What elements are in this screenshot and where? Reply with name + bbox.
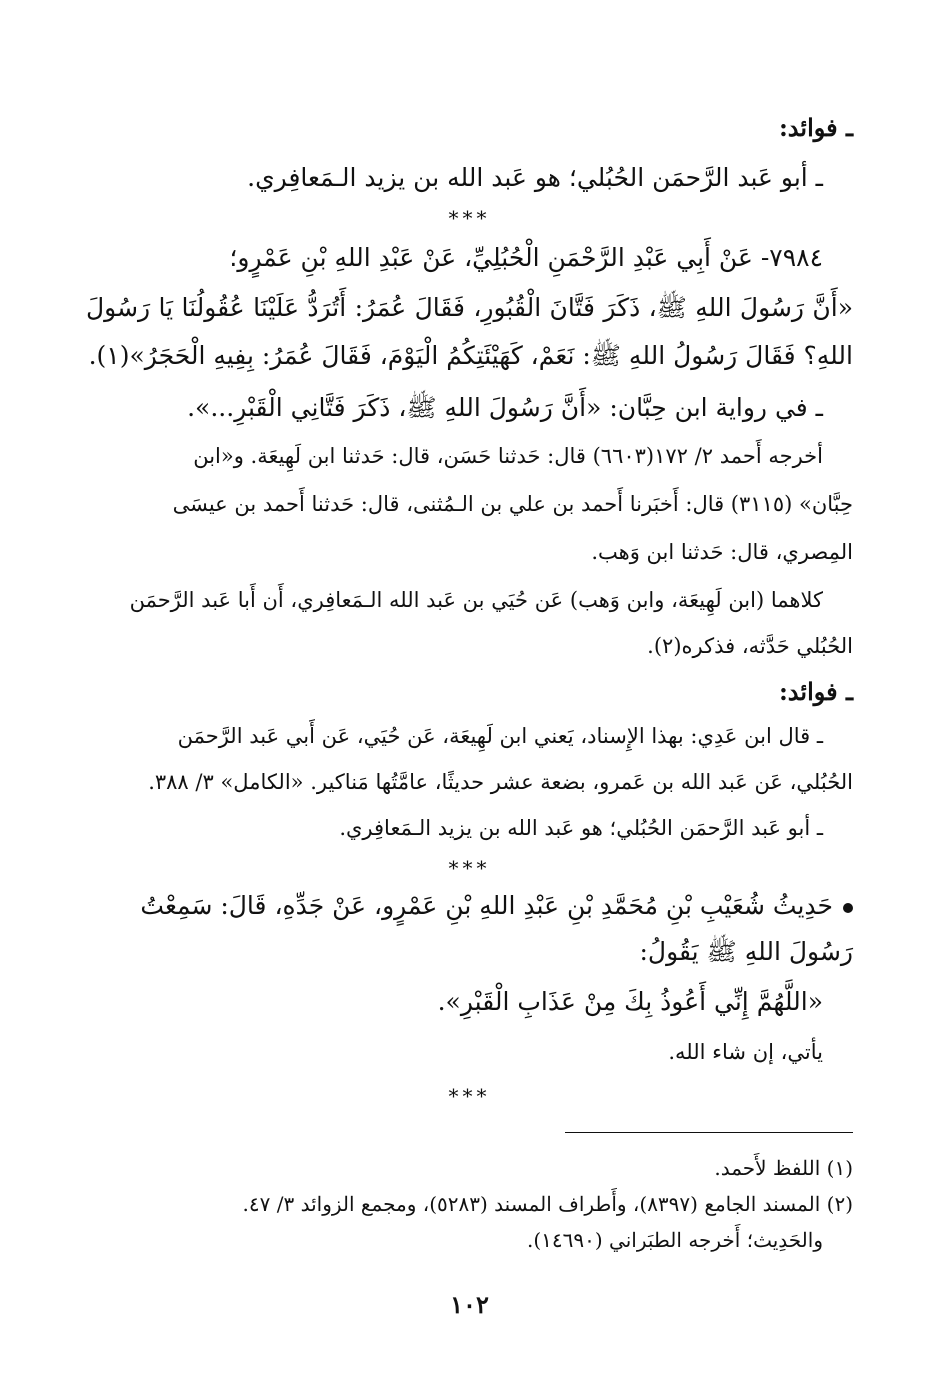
- section-separator: ***: [448, 1084, 491, 1108]
- benefits-heading-1: ـ فوائد:: [778, 113, 853, 142]
- footnote-1: (١) اللفظ لأَحمد.: [714, 1156, 853, 1180]
- hadith-number-line: ٧٩٨٤- عَنْ أَبِي عَبْدِ الرَّحْمَنِ الْحُبُلِيِّ، عَنْ عَبْدِ اللهِ بْنِ عَمْرٍو؛: [229, 243, 823, 272]
- takhrij-line: أخرجه أَحمد ٢/ ١٧٢(٦٦٠٣) قال: حَدثنا حَسَن، قال: حَدثنا ابن لَهِيعَة. و«ابن: [193, 444, 823, 468]
- footnote-2-continued: والحَدِيث؛ أَخرجه الطبَراني (١٤٦٩٠).: [526, 1228, 823, 1252]
- hadith-text-line: «أَنَّ رَسُولَ اللهِ ﷺ، ذَكَرَ فَتَّانَ الْقُبُورِ، فَقَالَ عُمَرُ: أَتُرَدُّ عَلَيْنَا عُقُولُنَا يَا رَسُولَ: [86, 293, 853, 322]
- benefits-heading-2: ـ فوائد:: [778, 677, 853, 706]
- section-separator: ***: [448, 856, 491, 880]
- footnote-rule: [565, 1132, 853, 1133]
- section-separator: ***: [448, 206, 491, 230]
- bullet-icon: [843, 903, 853, 913]
- main-text: [86, 0, 853, 1381]
- hadith-line: رَسُولَ اللهِ ﷺ يَقُولُ:: [639, 937, 853, 966]
- text-line: يأتي، إن شاء الله.: [668, 1040, 823, 1064]
- hadith-text-line: اللهِ؟ فَقَالَ رَسُولُ اللهِ ﷺ: نَعَمْ، كَهَيْئَتِكُمُ الْيَوْمَ، فَقَالَ عُمَرُ: بِفِيهِ الْحَجَرُ»(١).: [88, 341, 853, 370]
- takhrij-line: الحُبُلي حَدَّثه، فذكره(٢).: [647, 634, 853, 658]
- takhrij-line: المِصري، قال: حَدثنا ابن وَهب.: [591, 540, 853, 564]
- text-line: ـ قال ابن عَدِي: بهذا الإِسناد، يَعني ابن لَهِيعَة، عَن حُيَي، عَن أَبي عَبد الرَّحمَن: [177, 724, 823, 748]
- text-line: ـ أبو عَبد الرَّحمَن الحُبُلي؛ هو عَبد الله بن يزيد الـمَعافِري.: [339, 816, 823, 840]
- narration-variant-line: ـ في رواية ابن حِبَّان: «أَنَّ رَسُولَ اللهِ ﷺ، ذَكَرَ فَتَّانِي الْقَبْرِ...».: [187, 393, 823, 422]
- hadith-line: [86, 890, 853, 922]
- page-number: ١٠٢: [450, 1290, 489, 1319]
- text-line: الحُبُلي، عَن عَبد الله بن عَمرو، بضعة عشر حديثًا، عامَّتُها مَناكير. «الكامل» ٣/ ٣٨٨.: [148, 770, 853, 794]
- text-line: ـ أبو عَبد الرَّحمَن الحُبُلي؛ هو عَبد الله بن يزيد الـمَعافِري.: [247, 163, 823, 192]
- takhrij-line: كلاهما (ابن لَهِيعَة، وابن وَهب) عَن حُيَي بن عَبد الله الـمَعافِري، أَن أَبا عَبد الرَّحمَن: [129, 588, 823, 612]
- footnote-2: (٢) المسند الجامع (٨٣٩٧)، وأَطراف المسند (٥٢٨٣)، ومجمع الزوائد ٣/ ٤٧.: [242, 1192, 853, 1216]
- dua-text: «اللَّهُمَّ إِنِّي أَعُوذُ بِكَ مِنْ عَذَابِ الْقَبْرِ».: [437, 987, 823, 1016]
- hadith-intro-text: حَدِيثُ شُعَيْبِ بْنِ مُحَمَّدِ بْنِ عَبْدِ اللهِ بْنِ عَمْرٍو، عَنْ جَدِّهِ، قَالَ: سَمِعْتُ: [140, 891, 833, 920]
- takhrij-line: حِبَّان» (٣١١٥) قال: أَخبَرنا أَحمد بن علي بن الـمُثنى، قال: حَدثنا أَحمد بن عيسَى: [172, 492, 853, 516]
